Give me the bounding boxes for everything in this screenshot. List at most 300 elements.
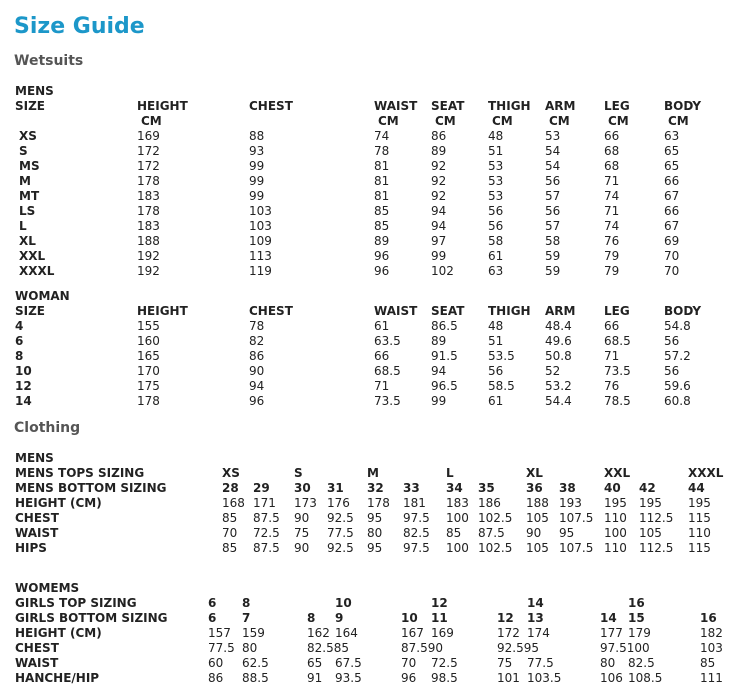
clothing-mens-cell: 100 bbox=[604, 526, 627, 540]
wetsuits-woman-cell: 48.4 bbox=[545, 319, 572, 333]
clothing-mens-cell: 178 bbox=[367, 496, 390, 510]
wetsuits-mens-cell: 53 bbox=[488, 189, 504, 203]
wetsuits-woman-cell: 90 bbox=[249, 364, 265, 378]
wetsuits-woman-cell: 8 bbox=[15, 349, 24, 363]
clothing-womens-cell: 86 bbox=[208, 671, 224, 685]
wetsuits-woman-header: THIGH bbox=[488, 304, 531, 318]
wetsuits-mens-cell: XL bbox=[19, 234, 36, 248]
clothing-womens-cell: 12 bbox=[497, 611, 514, 625]
wetsuits-mens-cell: 169 bbox=[137, 129, 160, 143]
wetsuits-mens-cell: 65 bbox=[664, 144, 680, 158]
clothing-mens-cell: 87.5 bbox=[253, 511, 280, 525]
clothing-womens-cell: HANCHE/HIP bbox=[15, 671, 100, 685]
clothing-mens-cell: 102.5 bbox=[478, 541, 513, 555]
clothing-womens-cell: 172 bbox=[497, 626, 520, 640]
wetsuits-woman-cell: 61 bbox=[488, 394, 504, 408]
clothing-womens-cell: 87.590 bbox=[401, 641, 443, 655]
clothing-womens-cell: 9 bbox=[335, 611, 344, 625]
clothing-womens-cell: 93.5 bbox=[335, 671, 362, 685]
wetsuits-mens-label: MENS bbox=[15, 84, 54, 98]
clothing-womens-cell: 10 bbox=[335, 596, 352, 610]
wetsuits-mens-cell: 192 bbox=[137, 249, 160, 263]
wetsuits-mens-cell: 65 bbox=[664, 159, 680, 173]
clothing-womens-cell: 85 bbox=[700, 656, 716, 670]
wetsuits-woman-cell: 78 bbox=[249, 319, 265, 333]
clothing-womens-cell: 15 bbox=[628, 611, 645, 625]
wetsuits-mens-cell: 68 bbox=[604, 159, 620, 173]
clothing-womens-cell: 82.5 bbox=[628, 656, 655, 670]
wetsuits-woman-header: HEIGHT bbox=[137, 304, 188, 318]
clothing-mens-cell: XXXL bbox=[688, 466, 724, 480]
wetsuits-mens-header: SEAT bbox=[431, 99, 465, 113]
wetsuits-mens-cell: 78 bbox=[374, 144, 390, 158]
wetsuits-woman-cell: 178 bbox=[137, 394, 160, 408]
clothing-mens-cell: 168 bbox=[222, 496, 245, 510]
clothing-mens-cell: 105 bbox=[639, 526, 662, 540]
wetsuits-woman-cell: 66 bbox=[374, 349, 390, 363]
wetsuits-woman-cell: 61 bbox=[374, 319, 390, 333]
clothing-womens-cell: 75 bbox=[497, 656, 513, 670]
wetsuits-woman-header: ARM bbox=[545, 304, 576, 318]
clothing-womens-cell: 6 bbox=[208, 611, 217, 625]
wetsuits-woman-cell: 71 bbox=[604, 349, 620, 363]
wetsuits-woman-cell: 175 bbox=[137, 379, 160, 393]
wetsuits-mens-cell: 92 bbox=[431, 159, 447, 173]
wetsuits-mens-cell: 56 bbox=[545, 174, 561, 188]
clothing-mens-cell: 183 bbox=[446, 496, 469, 510]
wetsuits-mens-cell: 89 bbox=[431, 144, 447, 158]
wetsuits-woman-cell: 73.5 bbox=[374, 394, 401, 408]
wetsuits-mens-cell: 89 bbox=[374, 234, 390, 248]
clothing-womens-cell: 10 bbox=[401, 611, 418, 625]
wetsuits-mens-cell: 103 bbox=[249, 219, 272, 233]
clothing-mens-cell: 92.5 bbox=[327, 541, 354, 555]
wetsuits-mens-unit: CM bbox=[435, 114, 456, 128]
wetsuits-mens-cell: 69 bbox=[664, 234, 680, 248]
wetsuits-woman-cell: 56 bbox=[664, 364, 680, 378]
clothing-mens-cell: 82.5 bbox=[403, 526, 430, 540]
wetsuits-mens-cell: 61 bbox=[488, 249, 504, 263]
clothing-womens-cell: 14 bbox=[527, 596, 544, 610]
wetsuits-mens-cell: 79 bbox=[604, 249, 620, 263]
clothing-womens-cell: CHEST bbox=[15, 641, 59, 655]
wetsuits-mens-cell: 63 bbox=[664, 129, 680, 143]
wetsuits-woman-cell: 82 bbox=[249, 334, 265, 348]
wetsuits-woman-cell: 86.5 bbox=[431, 319, 458, 333]
wetsuits-mens-cell: 99 bbox=[249, 174, 265, 188]
wetsuits-mens-cell: 172 bbox=[137, 159, 160, 173]
wetsuits-mens-cell: 53 bbox=[488, 174, 504, 188]
wetsuits-mens-cell: 53 bbox=[488, 159, 504, 173]
wetsuits-mens-unit: CM bbox=[608, 114, 629, 128]
wetsuits-mens-cell: 66 bbox=[664, 174, 680, 188]
wetsuits-mens-cell: 81 bbox=[374, 189, 390, 203]
clothing-mens-cell: CHEST bbox=[15, 511, 59, 525]
wetsuits-woman-cell: 94 bbox=[431, 364, 447, 378]
wetsuits-woman-header: SIZE bbox=[15, 304, 46, 318]
wetsuits-mens-cell: 67 bbox=[664, 189, 680, 203]
clothing-womens-cell: 13 bbox=[527, 611, 544, 625]
clothing-mens-cell: 77.5 bbox=[327, 526, 354, 540]
wetsuits-woman-label: WOMAN bbox=[15, 289, 70, 303]
clothing-womens-cell: 60 bbox=[208, 656, 224, 670]
clothing-mens-cell: 107.5 bbox=[559, 541, 594, 555]
wetsuits-woman-header: WAIST bbox=[374, 304, 418, 318]
clothing-womens-cell: 174 bbox=[527, 626, 550, 640]
wetsuits-mens-cell: 66 bbox=[604, 129, 620, 143]
wetsuits-woman-cell: 68.5 bbox=[604, 334, 631, 348]
clothing-mens-cell: 195 bbox=[639, 496, 662, 510]
wetsuits-mens-header: CHEST bbox=[249, 99, 293, 113]
clothing-mens-cell: 195 bbox=[688, 496, 711, 510]
clothing-womens-cell: GIRLS TOP SIZING bbox=[15, 596, 137, 610]
clothing-mens-cell: MENS BOTTOM SIZING bbox=[15, 481, 167, 495]
section-heading-clothing: Clothing bbox=[14, 420, 81, 436]
clothing-mens-cell: 95 bbox=[559, 526, 575, 540]
clothing-womens-cell: 108.5 bbox=[628, 671, 663, 685]
wetsuits-mens-unit: CM bbox=[549, 114, 570, 128]
wetsuits-mens-cell: 102 bbox=[431, 264, 454, 278]
clothing-mens-cell: XL bbox=[526, 466, 543, 480]
wetsuits-mens-cell: 59 bbox=[545, 264, 561, 278]
wetsuits-mens-cell: 70 bbox=[664, 264, 680, 278]
wetsuits-mens-cell: 96 bbox=[374, 249, 390, 263]
wetsuits-mens-cell: XXL bbox=[19, 249, 46, 263]
clothing-mens-cell: 72.5 bbox=[253, 526, 280, 540]
clothing-mens-cell: 42 bbox=[639, 481, 656, 495]
clothing-mens-cell: 33 bbox=[403, 481, 420, 495]
clothing-mens-cell: XS bbox=[222, 466, 240, 480]
clothing-mens-cell: 75 bbox=[294, 526, 310, 540]
wetsuits-mens-cell: 99 bbox=[249, 189, 265, 203]
clothing-mens-cell: 195 bbox=[604, 496, 627, 510]
wetsuits-mens-cell: 58 bbox=[545, 234, 561, 248]
wetsuits-mens-cell: 109 bbox=[249, 234, 272, 248]
clothing-womens-cell: 62.5 bbox=[242, 656, 269, 670]
wetsuits-woman-cell: 54.4 bbox=[545, 394, 572, 408]
clothing-womens-cell: 80 bbox=[242, 641, 258, 655]
wetsuits-mens-cell: 57 bbox=[545, 189, 561, 203]
wetsuits-mens-cell: 53 bbox=[545, 129, 561, 143]
clothing-mens-cell: 95 bbox=[367, 511, 383, 525]
wetsuits-woman-cell: 59.6 bbox=[664, 379, 691, 393]
clothing-mens-cell: 87.5 bbox=[478, 526, 505, 540]
clothing-womens-cell: 96 bbox=[401, 671, 417, 685]
wetsuits-woman-cell: 86 bbox=[249, 349, 265, 363]
wetsuits-mens-unit: CM bbox=[141, 114, 162, 128]
clothing-mens-cell: 30 bbox=[294, 481, 311, 495]
clothing-mens-cell: 92.5 bbox=[327, 511, 354, 525]
wetsuits-woman-cell: 78.5 bbox=[604, 394, 631, 408]
wetsuits-woman-cell: 91.5 bbox=[431, 349, 458, 363]
wetsuits-mens-cell: 79 bbox=[604, 264, 620, 278]
clothing-womens-cell: 67.5 bbox=[335, 656, 362, 670]
wetsuits-woman-cell: 170 bbox=[137, 364, 160, 378]
clothing-womens-cell: 179 bbox=[628, 626, 651, 640]
wetsuits-mens-header: HEIGHT bbox=[137, 99, 188, 113]
clothing-mens-cell: 110 bbox=[688, 526, 711, 540]
clothing-womens-cell: 164 bbox=[335, 626, 358, 640]
wetsuits-mens-cell: 71 bbox=[604, 204, 620, 218]
clothing-mens-cell: 90 bbox=[294, 511, 310, 525]
clothing-mens-cell: 171 bbox=[253, 496, 276, 510]
wetsuits-mens-cell: 51 bbox=[488, 144, 504, 158]
wetsuits-woman-cell: 68.5 bbox=[374, 364, 401, 378]
wetsuits-woman-cell: 48 bbox=[488, 319, 504, 333]
wetsuits-woman-cell: 89 bbox=[431, 334, 447, 348]
wetsuits-mens-cell: 70 bbox=[664, 249, 680, 263]
clothing-mens-cell: 115 bbox=[688, 541, 711, 555]
wetsuits-woman-cell: 49.6 bbox=[545, 334, 572, 348]
wetsuits-mens-unit: CM bbox=[492, 114, 513, 128]
clothing-womens-cell: 101 bbox=[497, 671, 520, 685]
clothing-mens-cell: M bbox=[367, 466, 379, 480]
clothing-womens-cell: 111 bbox=[700, 671, 723, 685]
wetsuits-woman-cell: 53.2 bbox=[545, 379, 572, 393]
clothing-womens-label: WOMEMS bbox=[15, 581, 80, 595]
clothing-mens-cell: 28 bbox=[222, 481, 239, 495]
wetsuits-mens-header: ARM bbox=[545, 99, 576, 113]
clothing-mens-cell: 110 bbox=[604, 511, 627, 525]
wetsuits-mens-cell: 67 bbox=[664, 219, 680, 233]
wetsuits-mens-cell: 81 bbox=[374, 159, 390, 173]
clothing-mens-cell: 34 bbox=[446, 481, 463, 495]
wetsuits-mens-cell: 71 bbox=[604, 174, 620, 188]
clothing-womens-cell: 182 bbox=[700, 626, 723, 640]
wetsuits-woman-cell: 54.8 bbox=[664, 319, 691, 333]
wetsuits-woman-cell: 56 bbox=[488, 364, 504, 378]
wetsuits-mens-cell: 68 bbox=[604, 144, 620, 158]
clothing-mens-cell: 188 bbox=[526, 496, 549, 510]
clothing-womens-cell: 70 bbox=[401, 656, 417, 670]
wetsuits-woman-header: SEAT bbox=[431, 304, 465, 318]
clothing-womens-cell: 167 bbox=[401, 626, 424, 640]
clothing-mens-cell: 115 bbox=[688, 511, 711, 525]
wetsuits-mens-cell: 178 bbox=[137, 204, 160, 218]
wetsuits-mens-cell: 188 bbox=[137, 234, 160, 248]
wetsuits-woman-cell: 12 bbox=[15, 379, 32, 393]
wetsuits-mens-header: SIZE bbox=[15, 99, 46, 113]
wetsuits-mens-cell: 74 bbox=[604, 219, 620, 233]
clothing-mens-cell: 87.5 bbox=[253, 541, 280, 555]
clothing-womens-cell: 169 bbox=[431, 626, 454, 640]
clothing-mens-cell: 31 bbox=[327, 481, 344, 495]
wetsuits-woman-cell: 4 bbox=[15, 319, 24, 333]
wetsuits-mens-cell: 56 bbox=[488, 204, 504, 218]
clothing-womens-cell: 82.585 bbox=[307, 641, 349, 655]
wetsuits-woman-cell: 57.2 bbox=[664, 349, 691, 363]
wetsuits-mens-cell: 99 bbox=[249, 159, 265, 173]
wetsuits-mens-header: WAIST bbox=[374, 99, 418, 113]
clothing-womens-cell: 8 bbox=[307, 611, 316, 625]
clothing-womens-cell: GIRLS BOTTOM SIZING bbox=[15, 611, 168, 625]
section-heading-wetsuits: Wetsuits bbox=[14, 53, 84, 69]
clothing-womens-cell: 16 bbox=[700, 611, 717, 625]
clothing-womens-cell: 11 bbox=[431, 611, 448, 625]
clothing-womens-cell: 6 bbox=[208, 596, 217, 610]
wetsuits-mens-cell: 113 bbox=[249, 249, 272, 263]
wetsuits-mens-cell: 66 bbox=[664, 204, 680, 218]
wetsuits-mens-header: LEG bbox=[604, 99, 630, 113]
clothing-mens-cell: XXL bbox=[604, 466, 631, 480]
wetsuits-woman-cell: 51 bbox=[488, 334, 504, 348]
clothing-mens-cell: 193 bbox=[559, 496, 582, 510]
wetsuits-mens-cell: 81 bbox=[374, 174, 390, 188]
clothing-womens-cell: 103.5 bbox=[527, 671, 562, 685]
clothing-mens-cell: 29 bbox=[253, 481, 270, 495]
wetsuits-mens-cell: 93 bbox=[249, 144, 265, 158]
clothing-mens-cell: 186 bbox=[478, 496, 501, 510]
clothing-mens-cell: 112.5 bbox=[639, 511, 674, 525]
clothing-womens-cell: 157 bbox=[208, 626, 231, 640]
wetsuits-woman-cell: 155 bbox=[137, 319, 160, 333]
clothing-mens-label: MENS bbox=[15, 451, 54, 465]
clothing-mens-cell: 85 bbox=[222, 541, 238, 555]
wetsuits-woman-cell: 50.8 bbox=[545, 349, 572, 363]
wetsuits-mens-cell: 85 bbox=[374, 219, 390, 233]
wetsuits-mens-cell: 63 bbox=[488, 264, 504, 278]
wetsuits-mens-cell: 183 bbox=[137, 219, 160, 233]
clothing-womens-cell: 159 bbox=[242, 626, 265, 640]
wetsuits-woman-cell: 76 bbox=[604, 379, 620, 393]
clothing-mens-cell: 105 bbox=[526, 511, 549, 525]
clothing-womens-cell: 162 bbox=[307, 626, 330, 640]
wetsuits-woman-cell: 71 bbox=[374, 379, 390, 393]
clothing-mens-cell: 105 bbox=[526, 541, 549, 555]
clothing-womens-cell: 7 bbox=[242, 611, 251, 625]
clothing-mens-cell: 40 bbox=[604, 481, 621, 495]
clothing-womens-cell: 16 bbox=[628, 596, 645, 610]
clothing-mens-cell: L bbox=[446, 466, 454, 480]
clothing-mens-cell: 97.5 bbox=[403, 511, 430, 525]
wetsuits-mens-cell: 74 bbox=[374, 129, 390, 143]
wetsuits-woman-cell: 56 bbox=[664, 334, 680, 348]
clothing-womens-cell: 8 bbox=[242, 596, 251, 610]
page-title: Size Guide bbox=[14, 14, 145, 39]
wetsuits-mens-cell: 57 bbox=[545, 219, 561, 233]
wetsuits-mens-cell: XXXL bbox=[19, 264, 55, 278]
clothing-womens-cell: 97.5100 bbox=[600, 641, 650, 655]
wetsuits-mens-cell: 92 bbox=[431, 189, 447, 203]
clothing-mens-cell: 100 bbox=[446, 541, 469, 555]
clothing-womens-cell: 88.5 bbox=[242, 671, 269, 685]
clothing-mens-cell: 85 bbox=[446, 526, 462, 540]
wetsuits-mens-cell: 192 bbox=[137, 264, 160, 278]
wetsuits-mens-cell: 178 bbox=[137, 174, 160, 188]
wetsuits-mens-cell: M bbox=[19, 174, 31, 188]
clothing-mens-cell: 90 bbox=[526, 526, 542, 540]
wetsuits-woman-cell: 60.8 bbox=[664, 394, 691, 408]
clothing-mens-cell: HEIGHT (CM) bbox=[15, 496, 102, 510]
wetsuits-woman-cell: 94 bbox=[249, 379, 265, 393]
clothing-womens-cell: 80 bbox=[600, 656, 616, 670]
clothing-mens-cell: 107.5 bbox=[559, 511, 594, 525]
wetsuits-woman-cell: 10 bbox=[15, 364, 32, 378]
clothing-mens-cell: 85 bbox=[222, 511, 238, 525]
wetsuits-mens-cell: 74 bbox=[604, 189, 620, 203]
wetsuits-mens-cell: 48 bbox=[488, 129, 504, 143]
wetsuits-mens-cell: 94 bbox=[431, 219, 447, 233]
wetsuits-woman-header: BODY bbox=[664, 304, 702, 318]
wetsuits-mens-unit: CM bbox=[668, 114, 689, 128]
clothing-mens-cell: 97.5 bbox=[403, 541, 430, 555]
clothing-womens-cell: 77.5 bbox=[527, 656, 554, 670]
clothing-womens-cell: 91 bbox=[307, 671, 323, 685]
clothing-womens-cell: 77.5 bbox=[208, 641, 235, 655]
wetsuits-mens-cell: MT bbox=[19, 189, 40, 203]
clothing-mens-cell: 38 bbox=[559, 481, 576, 495]
wetsuits-woman-cell: 160 bbox=[137, 334, 160, 348]
clothing-mens-cell: 95 bbox=[367, 541, 383, 555]
wetsuits-woman-cell: 66 bbox=[604, 319, 620, 333]
wetsuits-woman-cell: 96 bbox=[249, 394, 265, 408]
wetsuits-mens-cell: 96 bbox=[374, 264, 390, 278]
wetsuits-mens-cell: 183 bbox=[137, 189, 160, 203]
wetsuits-mens-cell: MS bbox=[19, 159, 40, 173]
wetsuits-mens-cell: LS bbox=[19, 204, 36, 218]
wetsuits-mens-cell: 97 bbox=[431, 234, 447, 248]
clothing-mens-cell: 36 bbox=[526, 481, 543, 495]
wetsuits-woman-cell: 165 bbox=[137, 349, 160, 363]
clothing-mens-cell: 80 bbox=[367, 526, 383, 540]
clothing-womens-cell: 72.5 bbox=[431, 656, 458, 670]
clothing-womens-cell: HEIGHT (CM) bbox=[15, 626, 102, 640]
clothing-womens-cell: 14 bbox=[600, 611, 617, 625]
clothing-mens-cell: MENS TOPS SIZING bbox=[15, 466, 145, 480]
wetsuits-mens-cell: 119 bbox=[249, 264, 272, 278]
wetsuits-woman-cell: 96.5 bbox=[431, 379, 458, 393]
wetsuits-mens-cell: 54 bbox=[545, 159, 561, 173]
wetsuits-mens-cell: S bbox=[19, 144, 28, 158]
clothing-womens-cell: 177 bbox=[600, 626, 623, 640]
wetsuits-mens-cell: 58 bbox=[488, 234, 504, 248]
wetsuits-mens-cell: 92 bbox=[431, 174, 447, 188]
clothing-mens-cell: 181 bbox=[403, 496, 426, 510]
wetsuits-mens-cell: 99 bbox=[431, 249, 447, 263]
clothing-womens-cell: 103 bbox=[700, 641, 723, 655]
clothing-mens-cell: 102.5 bbox=[478, 511, 513, 525]
clothing-womens-cell: 92.595 bbox=[497, 641, 539, 655]
wetsuits-mens-cell: XS bbox=[19, 129, 37, 143]
wetsuits-woman-cell: 73.5 bbox=[604, 364, 631, 378]
wetsuits-mens-cell: 85 bbox=[374, 204, 390, 218]
clothing-mens-cell: HIPS bbox=[15, 541, 47, 555]
wetsuits-mens-cell: 56 bbox=[545, 204, 561, 218]
clothing-mens-cell: 112.5 bbox=[639, 541, 674, 555]
wetsuits-woman-header: LEG bbox=[604, 304, 630, 318]
wetsuits-mens-cell: 88 bbox=[249, 129, 265, 143]
wetsuits-mens-cell: 56 bbox=[488, 219, 504, 233]
clothing-womens-cell: WAIST bbox=[15, 656, 59, 670]
clothing-mens-cell: 35 bbox=[478, 481, 495, 495]
wetsuits-mens-cell: 86 bbox=[431, 129, 447, 143]
wetsuits-woman-cell: 6 bbox=[15, 334, 24, 348]
wetsuits-mens-unit: CM bbox=[378, 114, 399, 128]
clothing-mens-cell: 44 bbox=[688, 481, 705, 495]
wetsuits-woman-cell: 53.5 bbox=[488, 349, 515, 363]
wetsuits-woman-cell: 63.5 bbox=[374, 334, 401, 348]
clothing-mens-cell: 176 bbox=[327, 496, 350, 510]
clothing-mens-cell: S bbox=[294, 466, 303, 480]
wetsuits-mens-header: THIGH bbox=[488, 99, 531, 113]
clothing-mens-cell: 110 bbox=[604, 541, 627, 555]
wetsuits-woman-header: CHEST bbox=[249, 304, 293, 318]
wetsuits-mens-cell: 103 bbox=[249, 204, 272, 218]
clothing-mens-cell: 100 bbox=[446, 511, 469, 525]
wetsuits-woman-cell: 99 bbox=[431, 394, 447, 408]
wetsuits-mens-header: BODY bbox=[664, 99, 702, 113]
clothing-mens-cell: 70 bbox=[222, 526, 238, 540]
